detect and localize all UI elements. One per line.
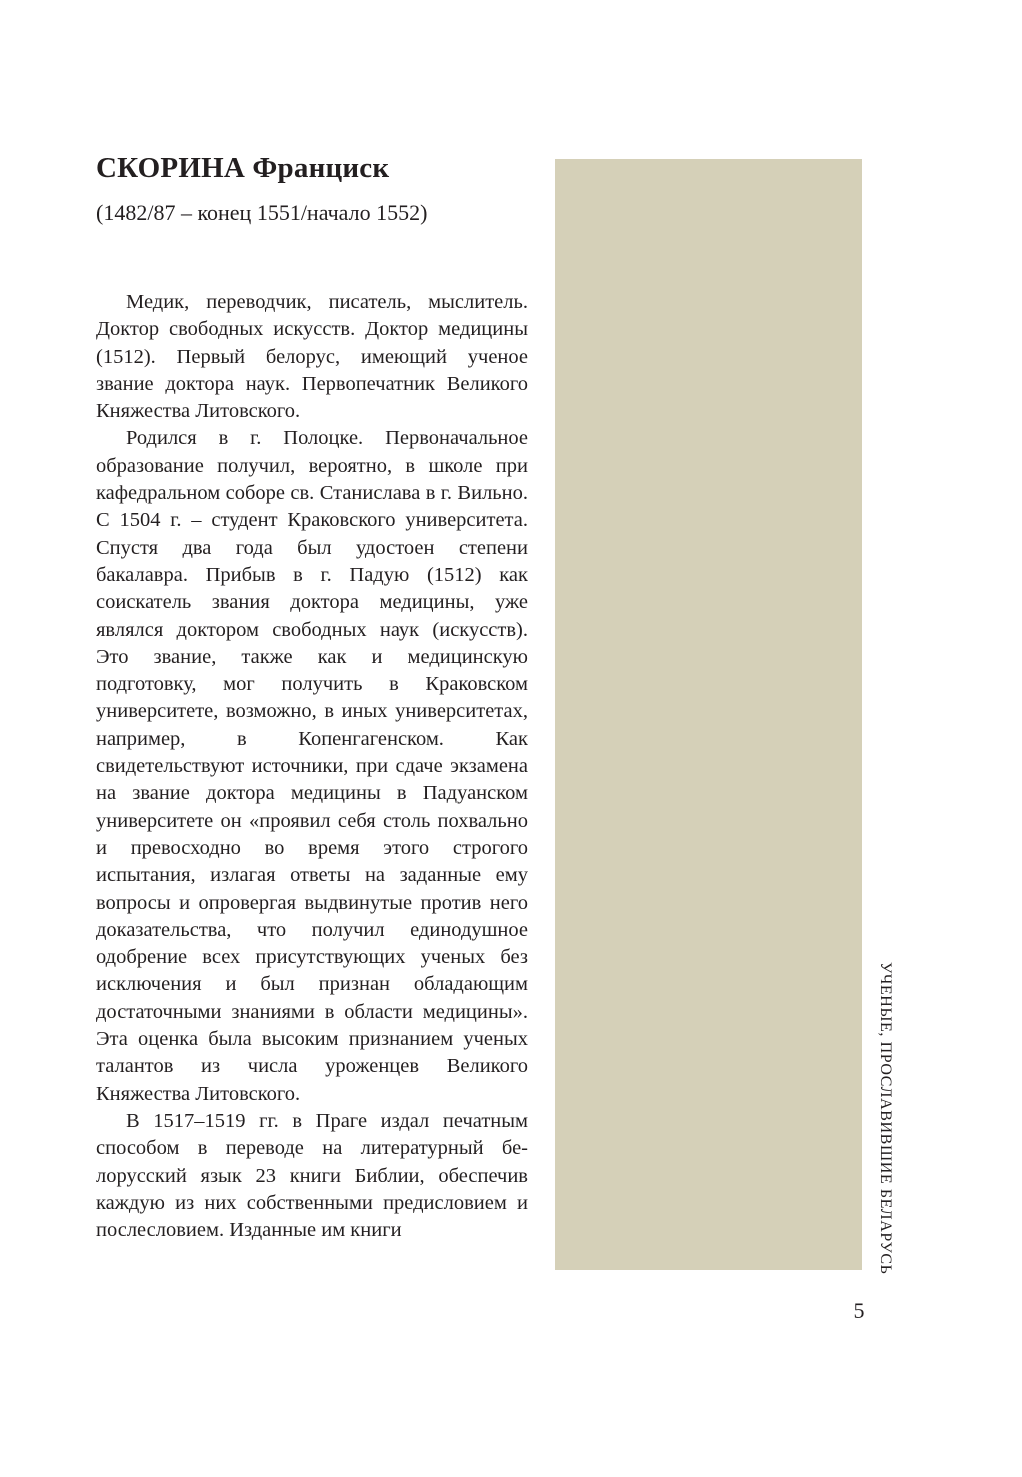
- life-dates: (1482/87 – конец 1551/начало 1552): [96, 200, 428, 225]
- article-title: СКОРИНА Франциск: [96, 152, 390, 184]
- paragraph: В 1517–1519 гг. в Праге издал печатным способом в переводе на литературный белорусский язык 23 книги Библии, обеспечив каждую из них собственными предисловием и послесловием. Изданные им книги: [96, 1109, 528, 1242]
- page-number: 5: [853, 1298, 865, 1323]
- decorative-side-panel: [555, 159, 862, 1270]
- paragraph: Родился в г. Полоцке. Первоначальное образование получил, вероятно, в школе при кафедральном соборе св. Станислава в г. Вильно. С 1504 г. – студент Краковского университета. Спустя два года был удостоен степени бакалавра. Прибыв в г. Падую (1512) как соискатель звания доктора медицины, уже являлся доктором свободных наук (искусств). Это звание, также как и медицинскую подготовку, мог получить в Краковском университете, возможно, в иных университетах, например, в Копенгагенском. Как свидетельствуют источники, при сдаче экзамена на звание доктора медицины в Падуанском университете он «проявил себя столь похвально и превосходно во время этого строгого испытания, излагая ответы на заданные ему вопросы и опровергая выдвинутые против него доказательства, что получил единодушное одобрение всех присутствующих ученых без исключения и был признан обладающим достаточными знаниями в области медицины». Эта оценка была высоким признанием ученых талантов из числа уроженцев Великого Княжества Литовского.: [96, 427, 528, 1105]
- paragraph: Медик, переводчик, писатель, мыслитель. Доктор свободных искусств. Доктор медицины (1512). Первый белорус, имеющий ученое звание доктора наук. Первопечатник Великого Княжества Литовского.: [96, 291, 528, 423]
- running-head: УЧЕНЫЕ, ПРОСЛАВИВШИЕ БЕЛАРУСЬ: [877, 962, 894, 1275]
- article-body: [96, 289, 528, 1244]
